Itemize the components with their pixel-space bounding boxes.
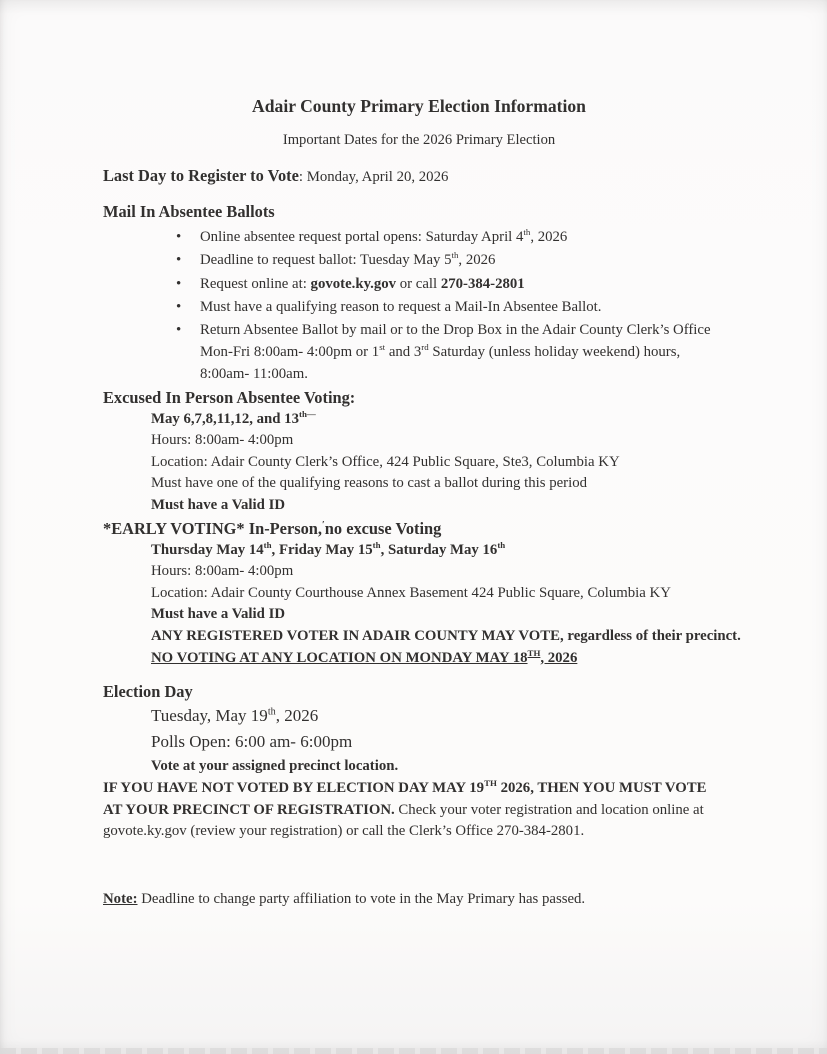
assigned-precinct-line: Vote at your assigned precinct location. — [151, 758, 399, 775]
mail-absentee-heading: Mail In Absentee Ballots — [103, 202, 275, 222]
early-dates-line: Thursday May 14th, Friday May 15th, Saturday May 16th — [151, 539, 506, 558]
early-location-line: Location: Adair County Courthouse Annex Basement 424 Public Square, Columbia KY — [151, 584, 671, 601]
bullet-request-deadline: • Deadline to request ballot: Tuesday May 5th, 2026 — [200, 249, 733, 271]
excused-voting-heading: Excused In Person Absentee Voting: — [103, 387, 356, 407]
document-subtitle: Important Dates for the 2026 Primary Election — [282, 132, 556, 148]
excused-voting-details — [103, 409, 735, 517]
excused-location-line: Location: Adair County Clerk’s Office, 424 Public Square, Ste3, Columbia KY — [151, 453, 620, 470]
election-date-line: Tuesday, May 19th, 2026 — [151, 706, 319, 726]
excused-valid-id-line: Must have a Valid ID — [151, 496, 286, 513]
if-not-voted-paragraph: IF YOU HAVE NOT VOTED BY ELECTION DAY MAY 19TH 2026, THEN YOU MUST VOTE AT YOUR PRECINCT OF REGISTRATION. Check your voter registration and location online at govote.ky.gov (review your registration) or call the Clerk’s Office 270-384-2801. — [103, 778, 707, 840]
excused-reasons-line: Must have one of the qualifying reasons to cast a ballot during this period — [151, 475, 588, 492]
photo-bottom-edge — [0, 1048, 827, 1054]
early-valid-id-line: Must have a Valid ID — [151, 606, 286, 623]
early-voting-details — [103, 539, 741, 670]
mail-absentee-bullet-list — [103, 226, 735, 385]
excused-hours-line: Hours: 8:00am- 4:00pm — [151, 432, 294, 449]
no-voting-monday-line: NO VOTING AT ANY LOCATION ON MONDAY MAY 18TH, 2026 — [151, 647, 578, 666]
election-day-heading: Election Day — [103, 682, 193, 702]
bullet-return-ballot: • Return Absentee Ballot by mail or to the Drop Box in the Adair County Clerk’s Office Mon-Fri 8:00am- 4:00pm or 1st and 3rd Saturday (unless holiday weekend) hours, 8:00am- 11:00am. — [200, 319, 733, 386]
excused-dates-line: May 6,7,8,11,12, and $13^{th—}$ — [151, 408, 316, 427]
early-voting-heading: *EARLY VOTING* In-Person,′no excuse Voting — [103, 518, 442, 538]
register-deadline-line: Last Day to Register to Vote: Monday, April 20, 2026 — [103, 165, 449, 185]
party-affiliation-note: Note: Deadline to change party affiliation to vote in the May Primary has passed. — [103, 890, 586, 907]
any-registered-voter-line: ANY REGISTERED VOTER IN ADAIR COUNTY MAY VOTE, regardless of their precinct. — [151, 627, 741, 644]
bullet-qualifying-reason: • Must have a qualifying reason to request a Mail-In Absentee Ballot. — [200, 296, 733, 318]
document-content — [103, 94, 741, 911]
bullet-request-online: • Request online at: govote.ky.gov or call 270-384-2801 — [200, 273, 733, 295]
document-title: Adair County Primary Election Information — [252, 96, 586, 116]
early-hours-line: Hours: 8:00am- 4:00pm — [151, 563, 294, 580]
polls-open-line: Polls Open: 6:00 am- 6:00pm — [151, 732, 353, 752]
bullet-portal-opens: • Online absentee request portal opens: Saturday April 4th, 2026 — [200, 226, 733, 248]
